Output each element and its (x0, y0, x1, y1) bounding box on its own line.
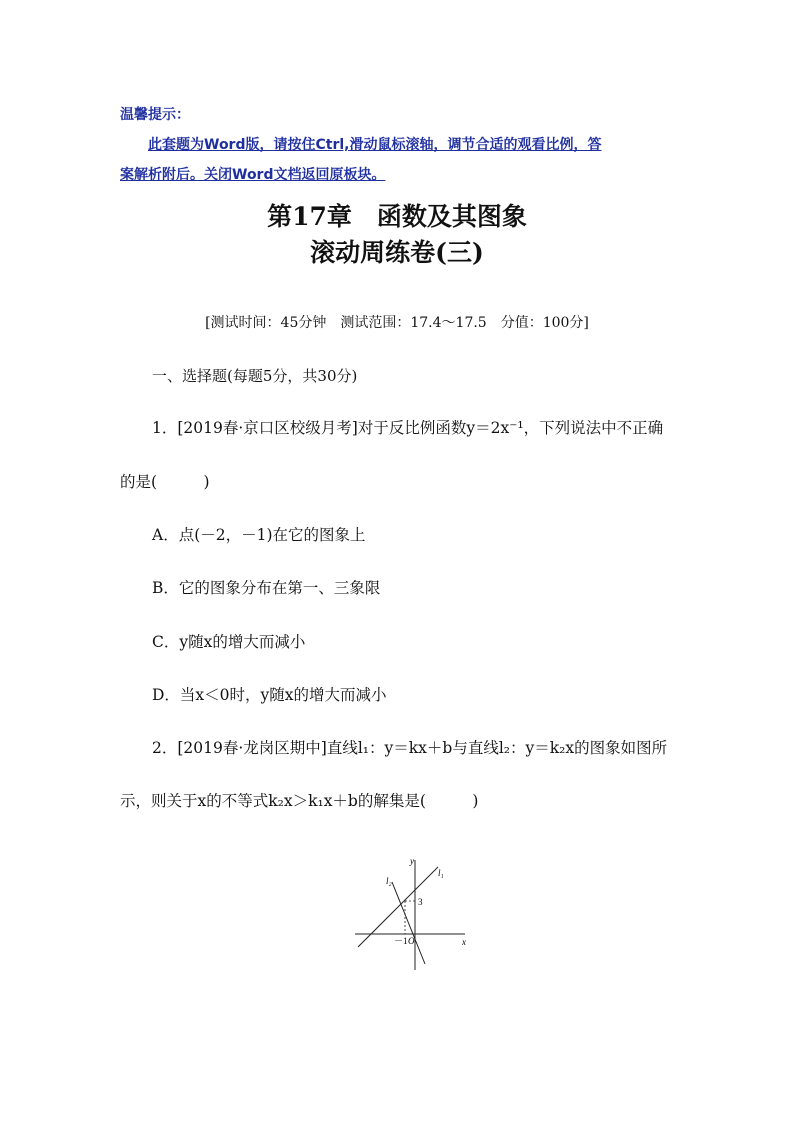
l1-label: l₁ (438, 868, 444, 878)
l2-label: l₂ (386, 876, 392, 886)
x-value-label: －1 (394, 936, 408, 946)
chapter-title: 第17章 函数及其图象 (267, 202, 527, 231)
question-1-option-c: C．y随x的增大而减小 (152, 633, 306, 651)
y-intercept-label: 3 (418, 897, 423, 907)
question-1-stem-line-1: 1．[2019春·京口区校级月考]对于反比例函数y＝2x⁻¹，下列说法中不正确 (152, 419, 664, 437)
tip-title: 温馨提示： (120, 107, 190, 123)
line-graph-figure (350, 852, 480, 976)
question-2-stem-line-2: 示，则关于x的不等式k₂x＞k₁x＋b的解集是( ) (120, 792, 479, 810)
origin-label: O (408, 936, 415, 946)
question-1-stem-line-2: 的是( ) (120, 473, 210, 491)
tip-line-2: 案解析附后。关闭Word文档返回原板块。 (120, 167, 386, 183)
tip-line-1: 此套题为Word版，请按住Ctrl,滑动鼠标滚轴，调节合适的观看比例，答 (148, 137, 602, 153)
question-1-option-a: A．点(－2，－1)在它的图象上 (152, 526, 366, 544)
quiz-title: 滚动周练卷(三) (310, 238, 484, 267)
question-1-option-d: D．当x＜0时，y随x的增大而减小 (152, 686, 387, 704)
section-title: 一、选择题(每题5分，共30分) (152, 367, 358, 385)
test-info: [测试时间：45分钟 测试范围：17.4～17.5 分值：100分] (205, 315, 589, 331)
question-1-option-b: B．它的图象分布在第一、三象限 (152, 579, 381, 597)
coordinate-diagram (350, 852, 480, 972)
y-axis-label: y (410, 856, 414, 866)
x-axis-label: x (462, 937, 466, 947)
line-l1 (358, 867, 438, 947)
line-l2 (392, 882, 425, 964)
question-2-stem-line-1: 2．[2019春·龙岗区期中]直线l₁：y＝kx＋b与直线l₂：y＝k₂x的图象如图所 (152, 739, 668, 757)
